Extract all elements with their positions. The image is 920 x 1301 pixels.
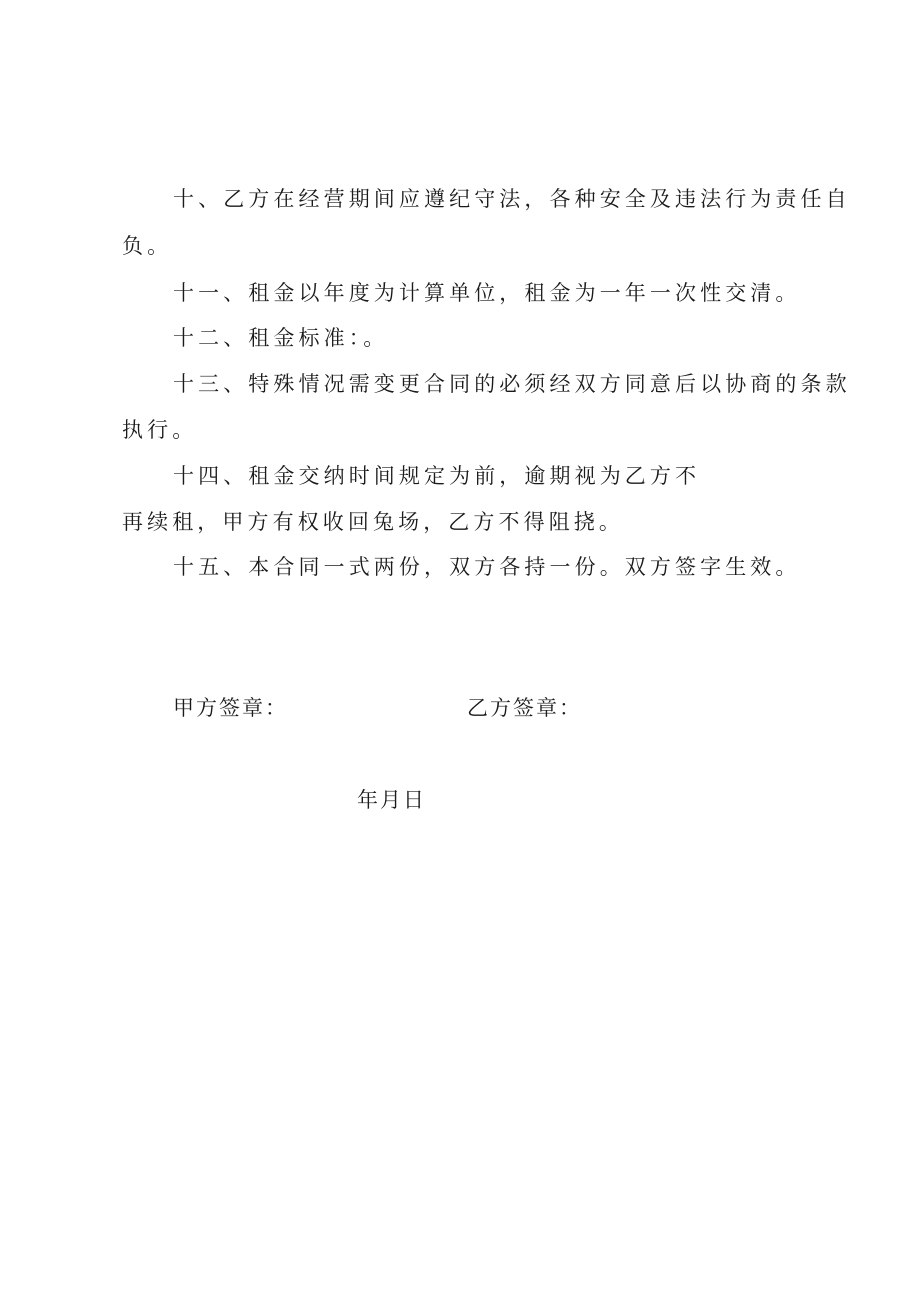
clause-12: 十二、租金标准：。: [173, 326, 389, 350]
clause-14-line-1: 十四、租金交纳时间规定为前，逾期视为乙方不: [173, 464, 701, 488]
clause-10-line-2: 负。: [122, 234, 173, 258]
clause-10-line-1: 十、乙方在经营期间应遵纪守法，各种安全及违法行为责任自: [173, 187, 851, 211]
date-line: 年月日: [357, 788, 426, 812]
clause-15: 十五、本合同一式两份，双方各持一份。双方签字生效。: [173, 555, 801, 579]
party-a-signature-label: 甲方签章：: [173, 696, 288, 720]
clause-14-line-2: 再续租，甲方有权收回兔场，乙方不得阻挠。: [122, 510, 624, 534]
clause-13-line-1: 十三、特殊情况需变更合同的必须经双方同意后以协商的条款: [173, 372, 851, 396]
clause-11: 十一、租金以年度为计算单位，租金为一年一次性交清。: [173, 281, 801, 305]
party-b-signature-label: 乙方签章：: [467, 696, 582, 720]
clause-13-line-2: 执行。: [122, 418, 198, 442]
